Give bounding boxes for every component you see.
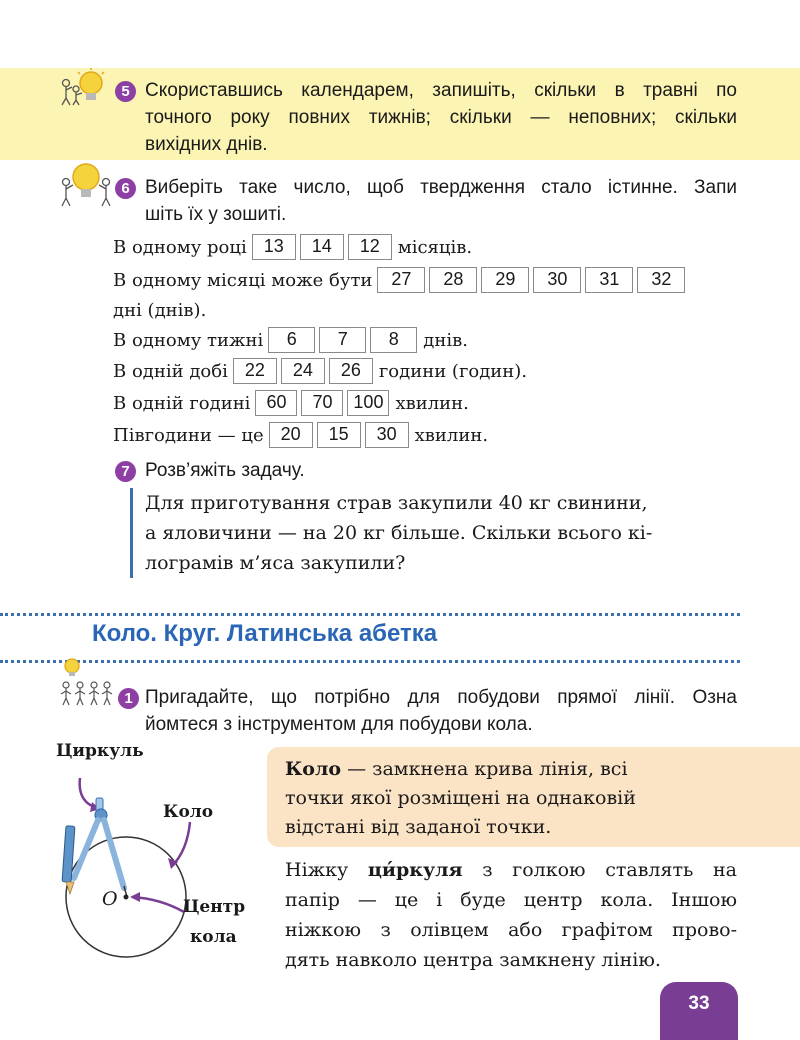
task1-line: Пригадайте, що потрібно для побудови прямої лінії. Озна (145, 687, 737, 708)
paragraph-line: ніжкою з олівцем або графітом прово- (285, 919, 737, 941)
option-box[interactable]: 26 (329, 358, 373, 384)
option-box[interactable]: 30 (533, 267, 581, 293)
task7-instruction: Розв’яжіть задачу. (145, 460, 305, 481)
paragraph-term: ци́ркуля (367, 859, 463, 881)
option-box[interactable]: 15 (317, 422, 361, 448)
statement-unit: днів. (423, 329, 468, 351)
center-label: Центр (183, 897, 246, 917)
task6-line: шіть їх у зошиті. (145, 204, 287, 225)
compass-description (285, 855, 737, 975)
option-box[interactable]: 28 (429, 267, 477, 293)
task5-line: точного року повних тижнів; скільки — неповних; скільки (145, 107, 737, 128)
statement-text: В одній добі (113, 360, 228, 382)
task6-text (145, 174, 737, 228)
statement-row (113, 356, 527, 386)
option-box[interactable]: 13 (252, 234, 296, 260)
center-label: кола (190, 927, 237, 947)
statement-unit: години (годин). (378, 360, 528, 382)
option-box[interactable]: 31 (585, 267, 633, 293)
lightbulb-figures-icon (58, 68, 110, 108)
option-box[interactable]: 7 (319, 327, 366, 353)
statement-row (113, 325, 468, 355)
definition-box (267, 747, 800, 847)
center-point (124, 895, 129, 900)
section-divider-top (0, 613, 740, 616)
paragraph-line: папір — це і буде центр кола. Іншою (285, 889, 737, 911)
option-box[interactable]: 30 (365, 422, 409, 448)
paragraph-text: з голкою ставлять на (462, 859, 737, 881)
task1-line: йомтеся з інструментом для побудови кола. (145, 714, 533, 735)
statement-row (113, 388, 469, 418)
statement-text: Півгодини — це (113, 424, 264, 446)
statement-row (113, 232, 472, 262)
paragraph-line (285, 855, 737, 885)
task6-number-badge: 6 (115, 178, 136, 199)
lightbulb-figures-icon (58, 160, 114, 208)
task6-line: Виберіть таке число, щоб твердження стало істинне. Запи (145, 177, 737, 198)
option-box[interactable]: 32 (637, 267, 685, 293)
statement-unit: місяців. (397, 236, 473, 258)
task1-text (145, 684, 737, 738)
statement-text: дні (днів). (113, 299, 207, 321)
definition-term: Коло (285, 758, 342, 780)
task7-number-badge: 7 (115, 461, 136, 482)
option-box[interactable]: 29 (481, 267, 529, 293)
option-box[interactable]: 22 (233, 358, 277, 384)
problem-line: Для приготування страв закупили 40 кг свинини, (145, 492, 648, 514)
option-box[interactable]: 12 (348, 234, 392, 260)
option-box[interactable]: 70 (301, 390, 343, 416)
center-letter: O (102, 888, 118, 910)
statement-row (113, 295, 211, 325)
circle-label: Коло (163, 802, 214, 822)
definition-text: — замкнена крива лінія, всі (341, 758, 628, 780)
statement-text: В одному місяці може бути (113, 269, 373, 291)
statement-text: В одному тижні (113, 329, 264, 351)
task5-text (145, 77, 737, 158)
statement-unit: хвилин. (414, 424, 489, 446)
problem-line: а яловичини — на 20 кг більше. Скільки всього кі- (145, 522, 653, 544)
option-box[interactable]: 20 (269, 422, 313, 448)
task5-line: вихідних днів. (145, 134, 268, 155)
circle-arrow (172, 822, 190, 866)
compass-arrow (80, 778, 98, 808)
compass-label: Циркуль (56, 741, 144, 761)
paragraph-line: дять навколо центра замкнену лінію. (285, 949, 661, 971)
compass-circle-illustration (40, 760, 240, 990)
task5-line: Скориставшись календарем, запишіть, скільки в травні по (145, 80, 737, 101)
paragraph-text: Ніжку (285, 859, 368, 881)
option-box[interactable]: 27 (377, 267, 425, 293)
problem-line: лограмів м’яса закупили? (145, 552, 406, 574)
section-title: Коло. Круг. Латинська абетка (92, 620, 438, 647)
compass-icon (62, 798, 127, 897)
option-box[interactable]: 100 (347, 390, 389, 416)
task7-problem-text (130, 488, 742, 578)
statement-unit: хвилин. (395, 392, 469, 414)
option-box[interactable]: 14 (300, 234, 344, 260)
definition-text: точки якої розміщені на однаковій (285, 787, 636, 809)
page-number: 33 (660, 982, 738, 1040)
option-box[interactable]: 60 (255, 390, 297, 416)
statement-text: В одному році (113, 236, 247, 258)
definition-text: відстані від заданої точки. (285, 816, 552, 838)
statement-text: В одній годині (113, 392, 251, 414)
lightbulb-group-icon (58, 658, 114, 710)
statement-row (113, 420, 488, 450)
option-box[interactable]: 6 (268, 327, 315, 353)
statement-row (113, 265, 689, 295)
task1-number-badge: 1 (118, 688, 139, 709)
option-box[interactable]: 24 (281, 358, 325, 384)
option-box[interactable]: 8 (370, 327, 417, 353)
task5-number-badge: 5 (115, 81, 136, 102)
